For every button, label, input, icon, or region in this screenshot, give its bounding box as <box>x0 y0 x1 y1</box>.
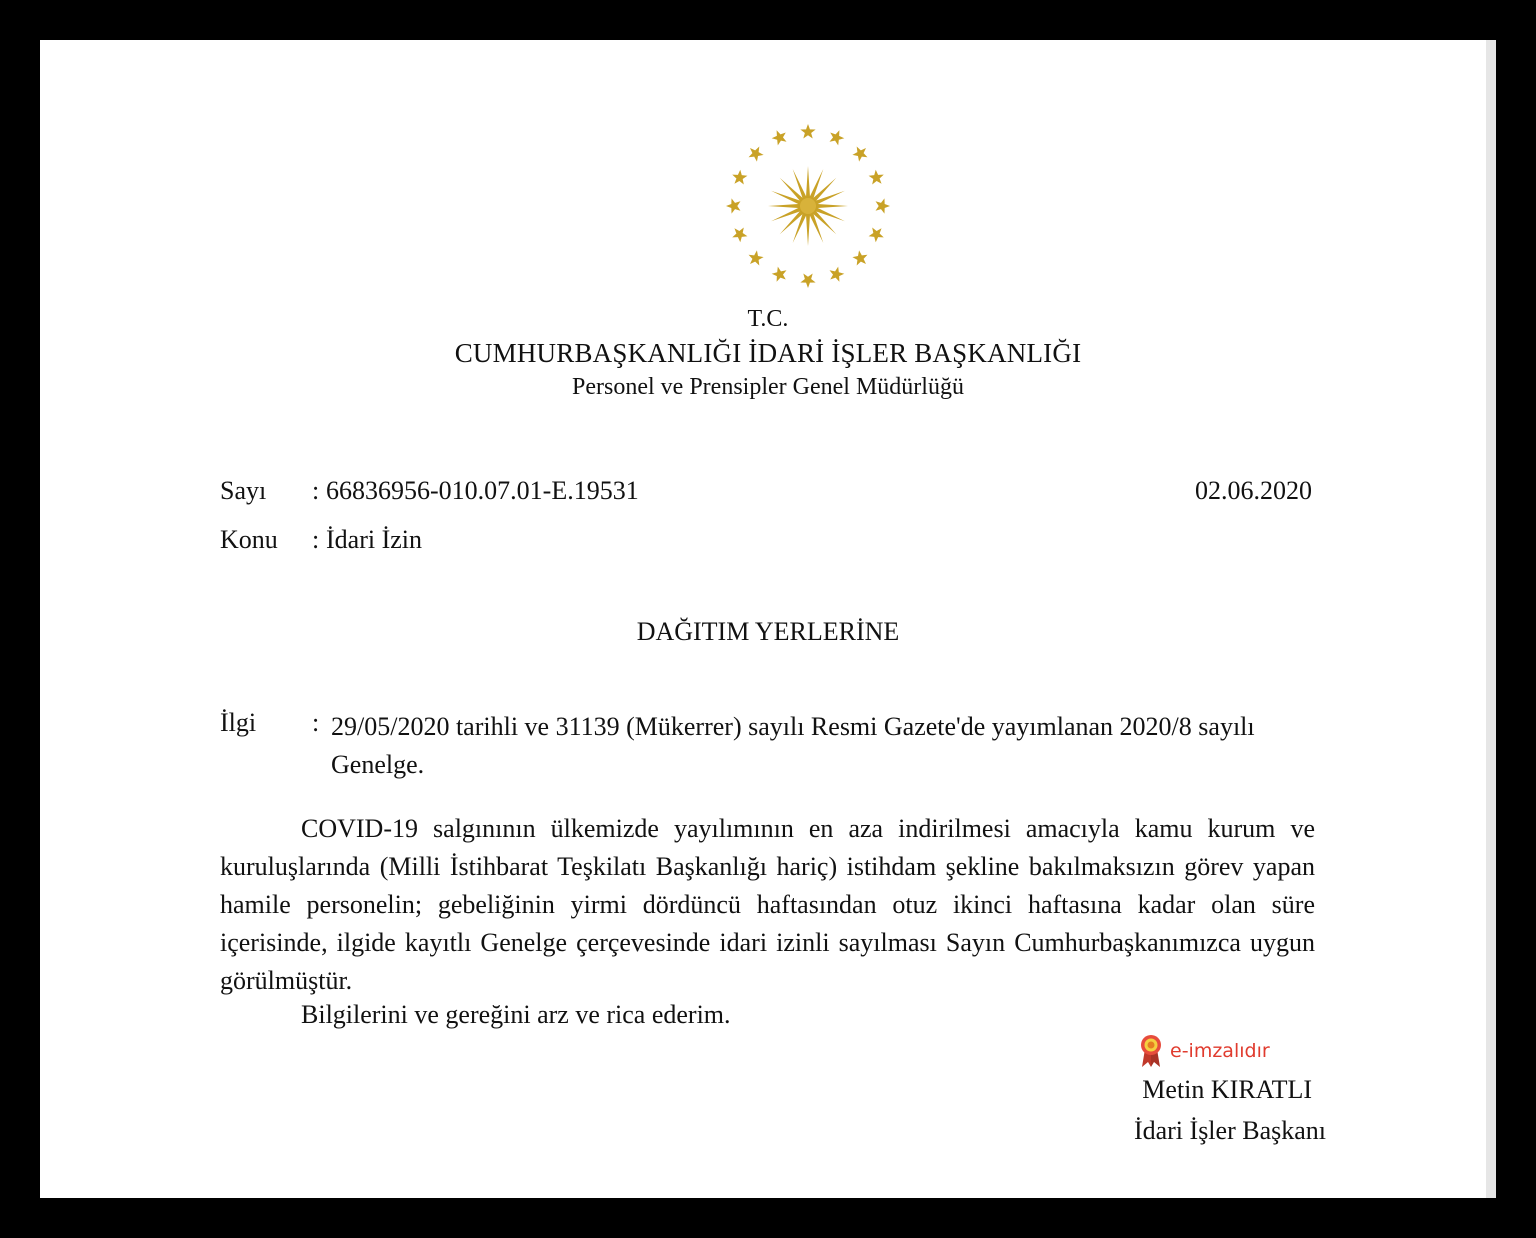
e-signature-label: e-imzalıdır <box>1170 1040 1270 1062</box>
emblem-star <box>749 250 764 265</box>
emblem-star <box>732 228 747 243</box>
award-ribbon-icon <box>1140 1034 1162 1068</box>
emblem-star <box>869 228 884 243</box>
header-tc: T.C. <box>747 306 789 332</box>
emblem-star <box>869 170 884 185</box>
ilgi-colon: : <box>312 708 320 737</box>
body-paragraph: COVID-19 salgınının ülkemizde yayılımının en aza indirilmesi amacıyla kamu kurum ve kuruluşlarında (Milli İstihbarat Teşkilatı Başkanlığı hariç) istihdam şekline bakılmaksızın görev yapan hamile personelin; gebeliğinin yirmi dördüncü haftasından otuz ikinci haftasına kadar olan süre içerisinde, ilgide kayıtlı Genelge çerçevesinde idari izinli sayılması Sayın Cumhurbaşkanımızca uygun görülmüştür. <box>220 814 1315 995</box>
sun-core <box>800 198 816 214</box>
presidential-emblem-icon <box>722 120 894 292</box>
header-organization: CUMHURBAŞKANLIĞI İDARİ İŞLER BAŞKANLIĞI <box>454 338 1082 368</box>
emblem-star <box>876 198 890 213</box>
sayi-value: 66836956-010.07.01-E.19531 <box>326 476 639 505</box>
emblem-star <box>800 274 815 288</box>
addressee: DAĞITIM YERLERİNE <box>636 617 900 646</box>
document-date: 02.06.2020 <box>1195 476 1312 505</box>
konu-value: İdari İzin <box>326 525 423 554</box>
ilgi-text: 29/05/2020 tarihli ve 31139 (Mükerrer) sayılı Resmi Gazete'de yayımlanan 2020/8 sayılı Genelge. <box>331 712 1255 779</box>
konu-label: Konu <box>220 525 278 554</box>
signer-name: Metin KIRATLI <box>1142 1075 1312 1104</box>
emblem-star <box>749 147 764 162</box>
emblem-star <box>852 250 867 265</box>
sayi-colon: : <box>312 476 320 505</box>
emblem-star <box>830 130 845 145</box>
ilgi-label: İlgi <box>220 708 257 737</box>
emblem-sun <box>768 166 848 246</box>
emblem-star <box>732 170 747 185</box>
e-signature-badge <box>1140 1032 1270 1070</box>
signer-title: İdari İşler Başkanı <box>1133 1116 1326 1145</box>
konu-colon: : <box>312 525 320 554</box>
emblem-star <box>726 198 740 213</box>
emblem-star <box>800 124 815 138</box>
closing-sentence: Bilgilerini ve gereğini arz ve rica ederim. <box>301 1000 731 1029</box>
emblem-star <box>852 147 867 162</box>
emblem-star <box>772 130 787 145</box>
emblem-star <box>830 267 845 282</box>
header-department: Personel ve Prensipler Genel Müdürlüğü <box>572 374 964 400</box>
sayi-label: Sayı <box>220 476 267 505</box>
document-page <box>40 40 1496 1198</box>
emblem-star <box>772 267 787 282</box>
